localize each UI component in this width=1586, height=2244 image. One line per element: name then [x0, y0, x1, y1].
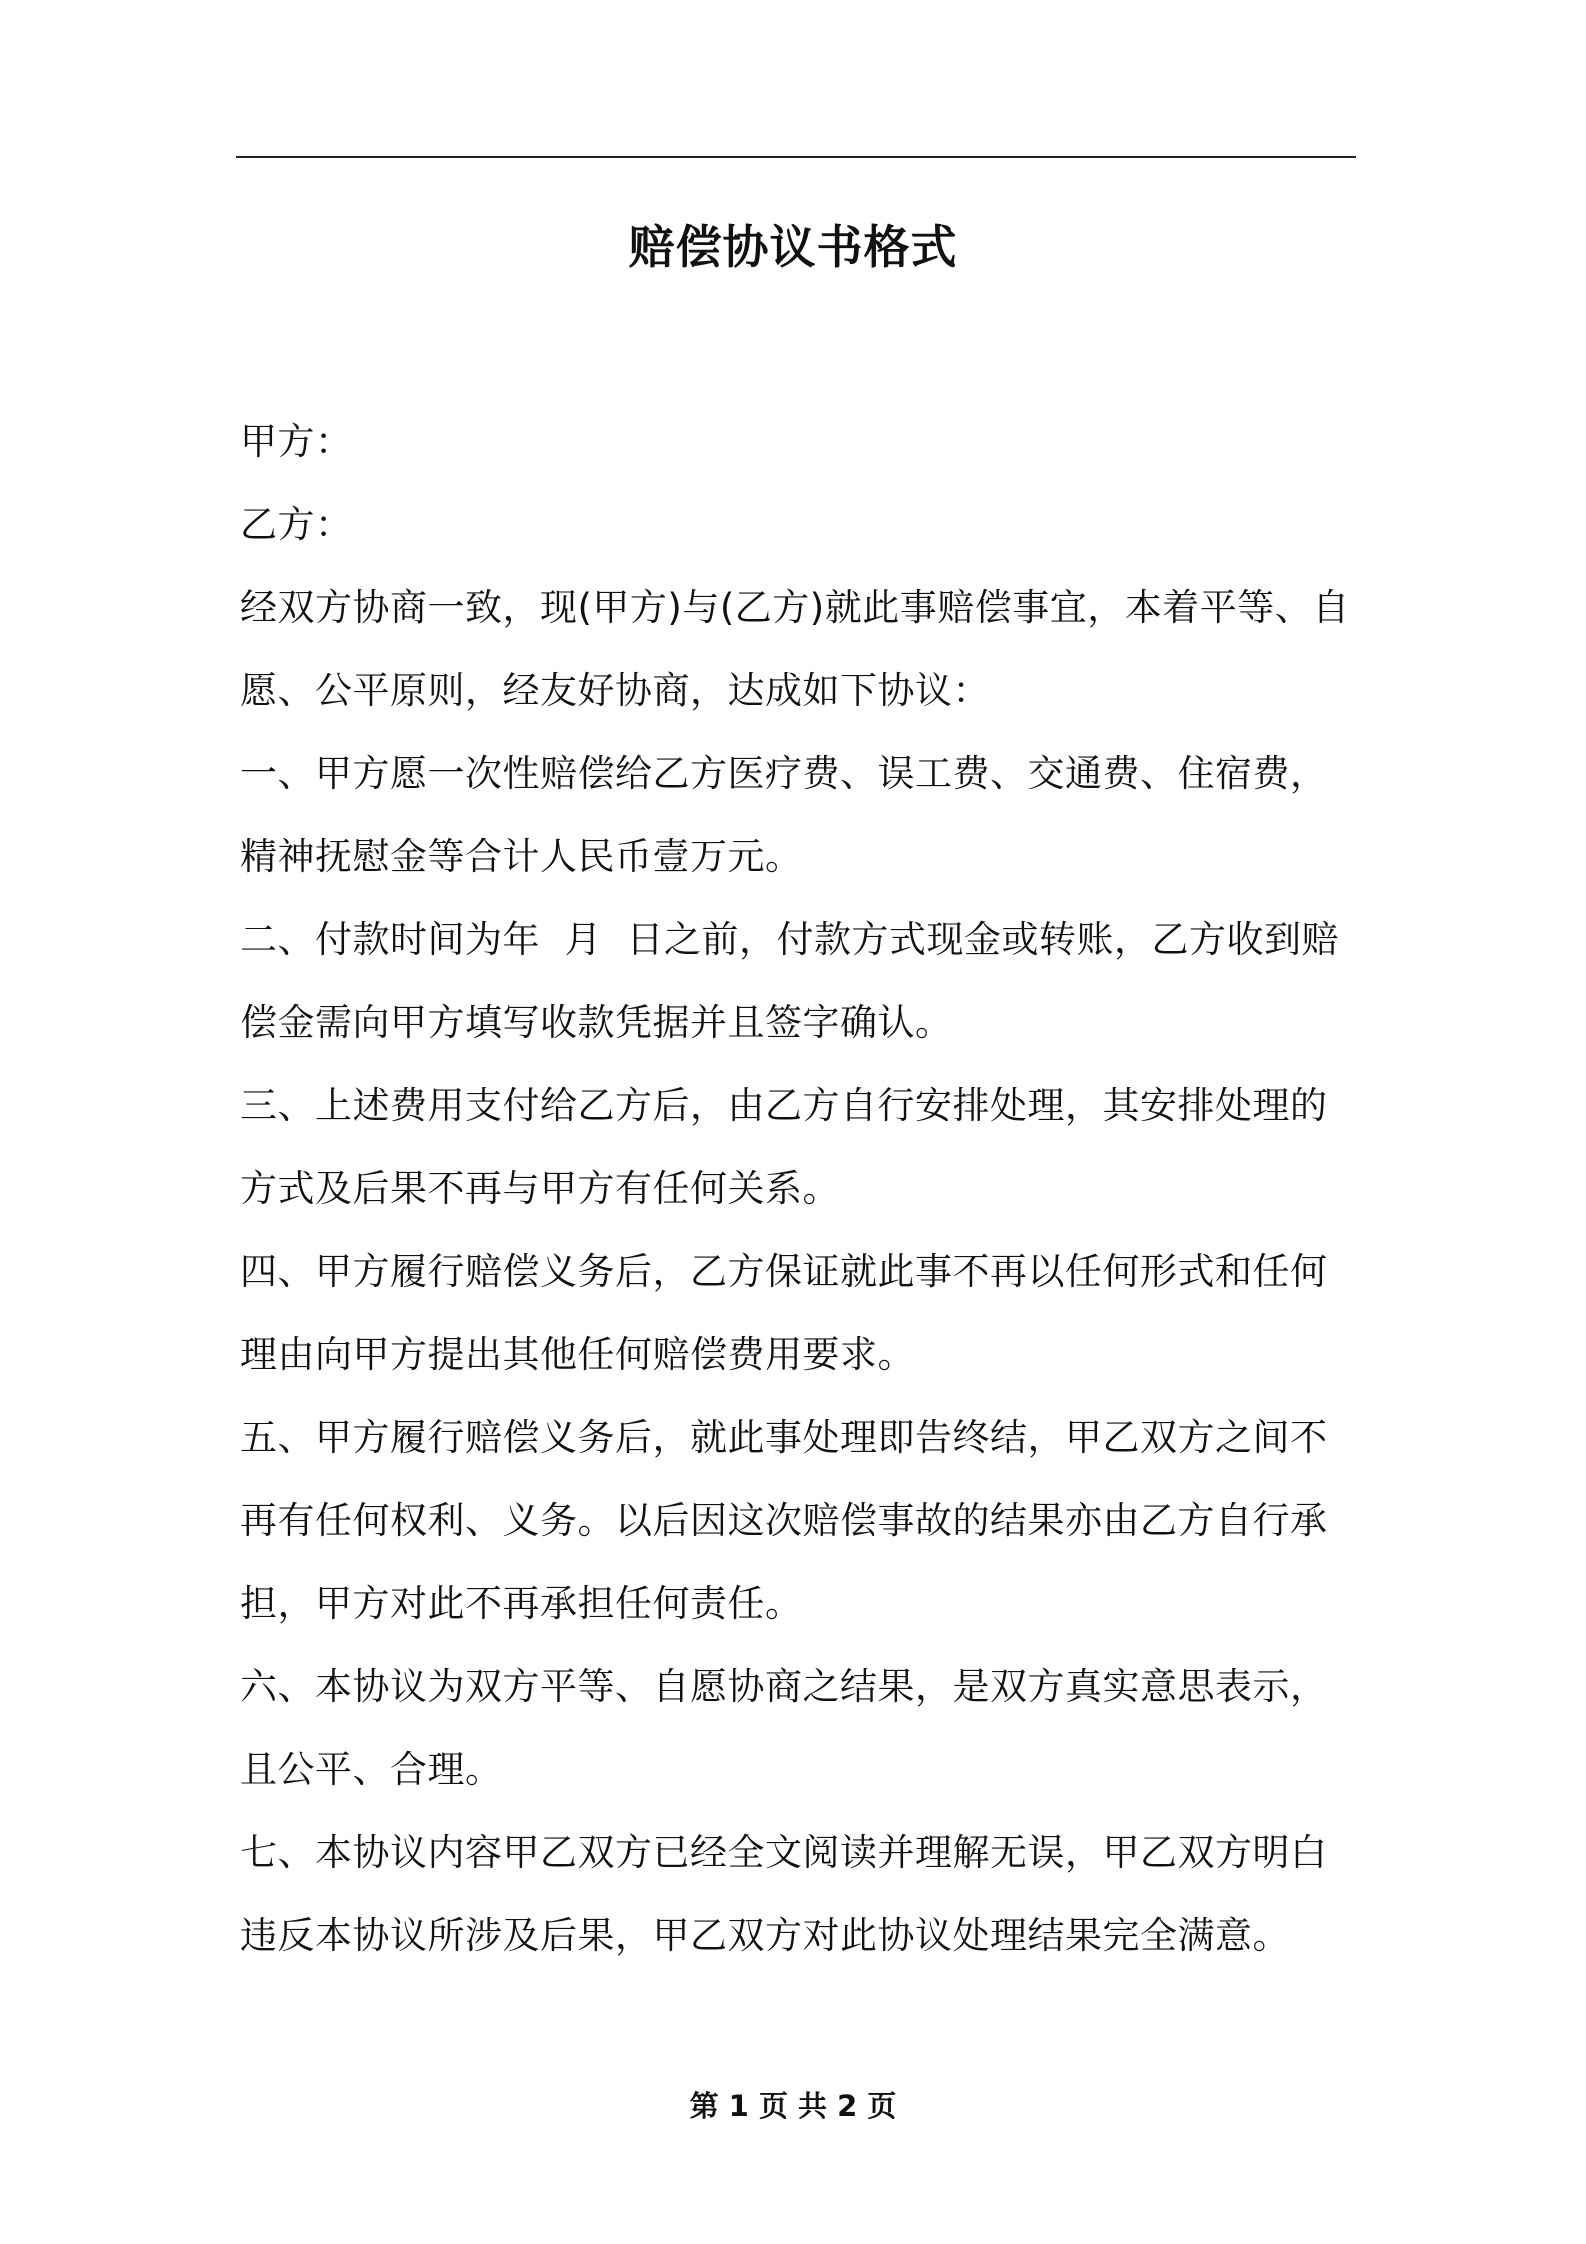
- party-a-line: 甲方：: [240, 420, 353, 463]
- header-divider: [236, 156, 1356, 158]
- party-b-line: 乙方：: [240, 503, 353, 546]
- paragraph-clause-7: 七、本协议内容甲乙双方已经全文阅读并理解无误，甲乙双方明白违反本协议所涉及后果，甲乙双方对此协议处理结果完全满意。: [240, 1831, 1328, 1957]
- document-title: 赔偿协议书格式: [628, 220, 958, 274]
- page-number-footer: 第 1 页 共 2 页: [689, 2089, 897, 2123]
- paragraph-clause-2: 二、付款时间为年 月 日之前，付款方式现金或转账，乙方收到赔偿金需向甲方填写收款凭据并且签字确认。: [240, 918, 1340, 1044]
- paragraph-clause-3: 三、上述费用支付给乙方后，由乙方自行安排处理，其安排处理的方式及后果不再与甲方有任何关系。: [240, 1084, 1328, 1210]
- paragraph-clause-4: 四、甲方履行赔偿义务后，乙方保证就此事不再以任何形式和任何理由向甲方提出其他任何赔偿费用要求。: [240, 1250, 1328, 1376]
- paragraph-clause-6: 六、本协议为双方平等、自愿协商之结果，是双方真实意思表示，且公平、合理。: [240, 1665, 1328, 1791]
- paragraph-clause-1: 一、甲方愿一次性赔偿给乙方医疗费、误工费、交通费、住宿费，精神抚慰金等合计人民币壹万元。: [240, 752, 1328, 878]
- paragraph-clause-5: 五、甲方履行赔偿义务后，就此事处理即告终结，甲乙双方之间不再有任何权利、义务。以后因这次赔偿事故的结果亦由乙方自行承担，甲方对此不再承担任何责任。: [240, 1416, 1328, 1625]
- document-body: [240, 400, 1360, 1977]
- paragraph-intro: 经双方协商一致，现(甲方)与(乙方)就此事赔偿事宜，本着平等、自愿、公平原则，经友好协商，达成如下协议：: [240, 586, 1350, 712]
